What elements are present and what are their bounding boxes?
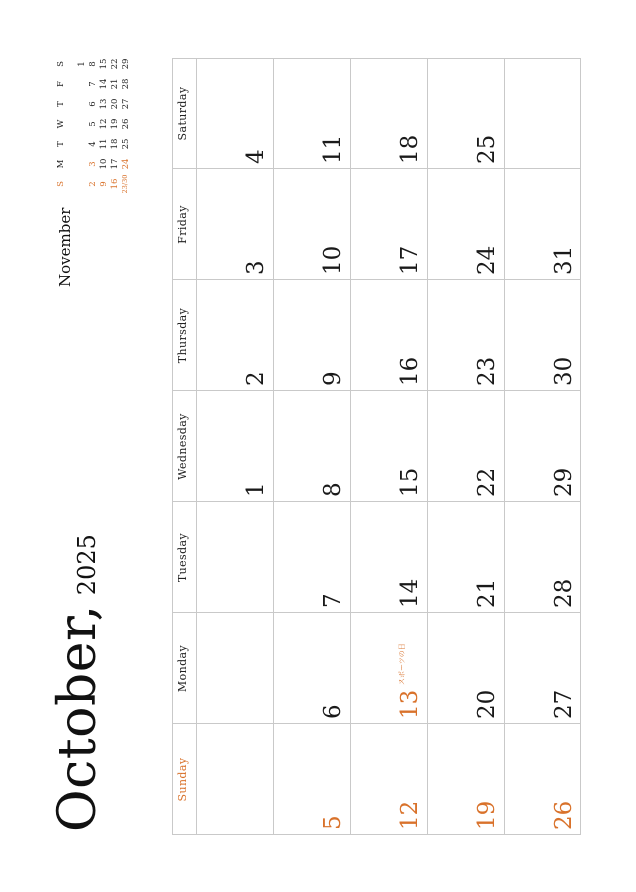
- day-number: 29: [551, 467, 577, 497]
- mini-day-number: 14: [99, 78, 109, 90]
- day-number: 26: [551, 800, 577, 830]
- grid-row-line: [427, 58, 428, 835]
- day-number: 18: [397, 134, 423, 164]
- day-number: 12: [397, 800, 423, 830]
- day-number: 27: [551, 689, 577, 719]
- mini-day-number: 12: [99, 118, 109, 130]
- mini-day-number: 8: [88, 61, 98, 67]
- day-number: 1: [243, 482, 269, 497]
- day-number: 3: [243, 260, 269, 275]
- mini-day-number: 27: [121, 98, 131, 110]
- mini-day-number: 24: [121, 158, 131, 170]
- grid-column-line: [172, 279, 581, 280]
- mini-day-number: 28: [121, 78, 131, 90]
- grid-column-line: [172, 612, 581, 613]
- mini-day-number: 1: [77, 61, 87, 67]
- mini-day-number: 6: [88, 101, 98, 107]
- weekday-header-friday: Friday: [176, 205, 189, 244]
- mini-day-number: 29: [121, 58, 131, 70]
- mini-weekday-header: S: [56, 61, 66, 67]
- mini-weekday-header: M: [56, 159, 66, 169]
- month-name: October,: [48, 604, 108, 832]
- mini-weekday-header: F: [56, 81, 66, 87]
- day-number: 20: [474, 689, 500, 719]
- weekday-header-tuesday: Tuesday: [176, 532, 189, 583]
- month-title: [48, 534, 108, 832]
- day-number: 15: [397, 467, 423, 497]
- mini-day-number: 7: [88, 81, 98, 87]
- mini-day-number: 19: [110, 118, 120, 130]
- month-grid: [172, 58, 581, 835]
- mini-day-number: 4: [88, 141, 98, 147]
- grid-column-line: [172, 723, 581, 724]
- next-month-mini-calendar: [56, 54, 148, 194]
- day-number: 17: [397, 245, 423, 275]
- day-number: 19: [474, 800, 500, 830]
- day-number: 21: [474, 578, 500, 608]
- day-number: 14: [397, 578, 423, 608]
- mini-day-number: 23/30: [121, 174, 129, 194]
- mini-day-number: 10: [99, 158, 109, 170]
- grid-column-line: [172, 501, 581, 502]
- day-number: 9: [320, 371, 346, 386]
- day-number: 31: [551, 245, 577, 275]
- mini-day-number: 26: [121, 118, 131, 130]
- mini-day-number: 25: [121, 138, 131, 150]
- day-number: 10: [320, 245, 346, 275]
- holiday-name: スポーツの日: [398, 643, 406, 685]
- day-number: 8: [320, 482, 346, 497]
- day-number: 7: [320, 593, 346, 608]
- grid-row-line: [273, 58, 274, 835]
- grid-column-line: [172, 58, 581, 59]
- mini-day-number: 5: [88, 121, 98, 127]
- day-number: 4: [243, 149, 269, 164]
- day-number: 23: [474, 356, 500, 386]
- mini-day-number: 3: [88, 161, 98, 167]
- grid-row-line: [196, 58, 197, 835]
- day-number: 11: [320, 134, 346, 164]
- weekday-header-monday: Monday: [176, 644, 189, 693]
- grid-column-line: [172, 834, 581, 835]
- mini-day-number: 17: [110, 158, 120, 170]
- grid-column-line: [172, 390, 581, 391]
- mini-day-number: 20: [110, 98, 120, 110]
- mini-day-number: 18: [110, 138, 120, 150]
- day-number: 5: [320, 815, 346, 830]
- mini-day-number: 11: [99, 138, 109, 150]
- mini-weekday-header: T: [56, 141, 66, 147]
- weekday-header-thursday: Thursday: [176, 307, 189, 364]
- mini-day-number: 2: [88, 181, 98, 187]
- mini-weekday-header: T: [56, 101, 66, 107]
- weekday-header-wednesday: Wednesday: [176, 413, 189, 480]
- grid-row-line: [350, 58, 351, 835]
- mini-day-number: 9: [99, 181, 109, 187]
- year-label: 2025: [73, 534, 101, 596]
- day-number: 25: [474, 134, 500, 164]
- weekday-header-sunday: Sunday: [176, 757, 189, 802]
- mini-day-number: 15: [99, 58, 109, 70]
- next-month-title: November: [56, 207, 74, 287]
- grid-row-line: [172, 58, 173, 835]
- day-number: 30: [551, 356, 577, 386]
- mini-day-number: 13: [99, 98, 109, 110]
- day-number: 24: [474, 245, 500, 275]
- mini-weekday-header: W: [56, 119, 66, 129]
- day-number: 28: [551, 578, 577, 608]
- weekday-header-saturday: Saturday: [176, 86, 189, 141]
- mini-day-number: 22: [110, 58, 120, 70]
- grid-row-line: [504, 58, 505, 835]
- grid-row-line: [580, 58, 581, 835]
- day-number: 13: [397, 689, 423, 719]
- day-number: 2: [243, 371, 269, 386]
- grid-column-line: [172, 168, 581, 169]
- mini-day-number: 21: [110, 78, 120, 90]
- mini-day-number: 16: [110, 178, 120, 190]
- mini-weekday-header: S: [56, 181, 66, 187]
- day-number: 6: [320, 704, 346, 719]
- day-number: 22: [474, 467, 500, 497]
- day-number: 16: [397, 356, 423, 386]
